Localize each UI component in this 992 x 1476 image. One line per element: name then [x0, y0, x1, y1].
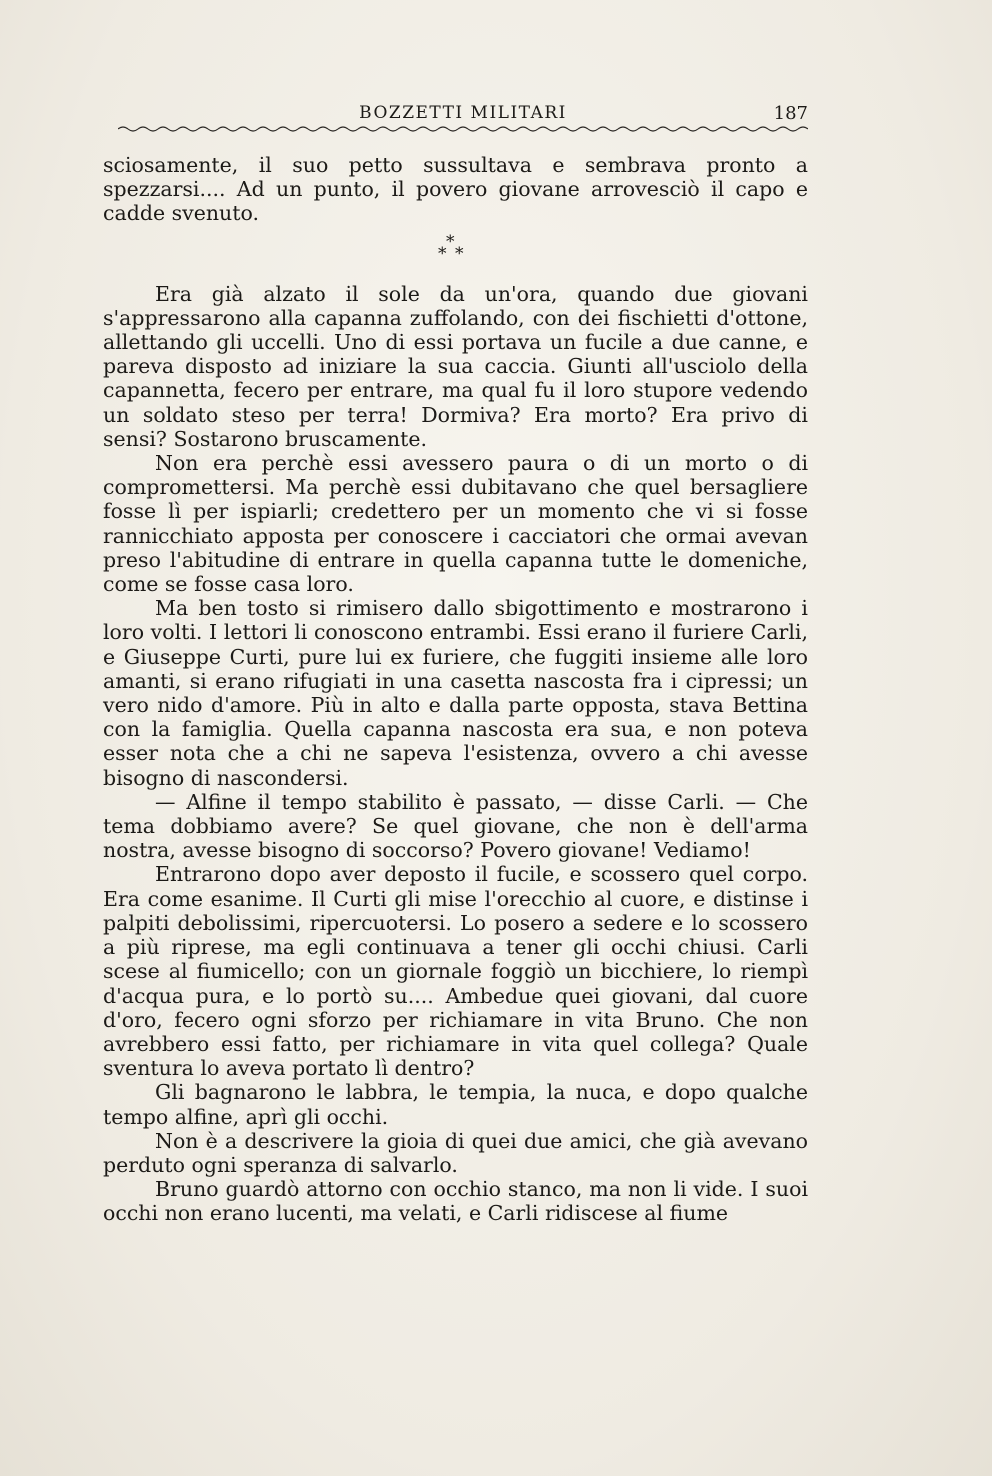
paragraph-1: sciosamente, il suo petto sussultava e sembrava pronto a spezzarsi.... Ad un punto, il povero giovane arrovesciò il capo e cadde svenuto.: [103, 153, 808, 226]
page-header: [118, 103, 808, 127]
paragraph-5-dialogue: — Alfine il tempo stabilito è passato, — disse Carli. — Che tema dobbiamo avere? Se quel giovane, che non è dell'arma nostra, avesse bisogno di soccorso? Povero giovane! Vediamo!: [103, 789, 808, 863]
ornamental-rule: [118, 125, 808, 133]
asterism-star: *: [446, 231, 455, 252]
paragraph-6: Entrarono dopo aver deposto il fucile, e scossero quel corpo. Era come esanime. Il Curti gli mise l'orecchio al cuore, e distinse i palpiti debolissimi, ripercuotersi. Lo posero a sedere e lo scossero a più riprese, ma egli continuava a tener gli occhi chiusi. Carli scese al fiumicello; con un giornale foggiò un bicchiere, lo riempì d'acqua pura, e lo portò su.... Ambedue quei giovani, dal cuore d'oro, fecero ogni sforzo per richiamare in vita Bruno. Che non avrebbero essi fatto, per richiamare in vita quel collega? Quale sventura lo aveva portato lì dentro?: [103, 862, 808, 1081]
paragraph-2: Era già alzato il sole da un'ora, quando due giovani s'appressarono alla capanna zuffolando, con dei fischietti d'ottone, allettando gli uccelli. Uno di essi portava un fucile a due canne, e pareva disposto ad iniziare la sua caccia. Giunti all'usciolo della capannetta, fecero per entrare, ma qual fu il loro stupore vedendo un soldato steso per terra! Dormiva? Era morto? Era privo di sensi? Sostarono bruscamente.: [103, 281, 808, 451]
asterism-star: *: [438, 243, 447, 264]
paragraph-7: Gli bagnarono le labbra, le tempia, la nuca, e dopo qualche tempo alfine, aprì gli occhi.: [103, 1080, 808, 1129]
section-break-asterism: [103, 226, 808, 282]
paragraph-8: Non è a descrivere la gioia di quei due amici, che già avevano perduto ogni speranza di salvarlo.: [103, 1128, 808, 1177]
running-title: BOZZETTI MILITARI: [359, 103, 567, 123]
paragraph-3: Non era perchè essi avessero paura o di un morto o di compromettersi. Ma perchè essi dubitavano che quel bersagliere fosse lì per ispiarli; credettero per un momento che vi si fosse rannicchiato apposta per conoscere i cacciatori che ormai avevan preso l'abitudine di entrare in quella capanna tutte le domeniche, come se fosse casa loro.: [103, 451, 808, 597]
page-number: 187: [773, 103, 808, 124]
wavy-line: [118, 127, 808, 131]
body-text: [103, 153, 808, 1226]
paragraph-9: Bruno guardò attorno con occhio stanco, ma non li vide. I suoi occhi non erano lucenti, ma velati, e Carli ridiscese al fiume: [103, 1177, 808, 1226]
paragraph-4: Ma ben tosto si rimisero dallo sbigottimento e mostrarono i loro volti. I lettori li conoscono entrambi. Essi erano il furiere Carli, e Giuseppe Curti, pure lui ex furiere, che fuggiti insieme alle loro amanti, si erano rifugiati in una casetta nascosta fra i cipressi; un vero nido d'amore. Più in alto e dalla parte opposta, stava Bettina con la famiglia. Quella capanna nascosta era sua, e non poteva esser nota che a chi ne sapeva l'esistenza, ovvero a chi avesse bisogno di nascondersi.: [103, 596, 808, 790]
asterism-star: *: [455, 243, 464, 264]
